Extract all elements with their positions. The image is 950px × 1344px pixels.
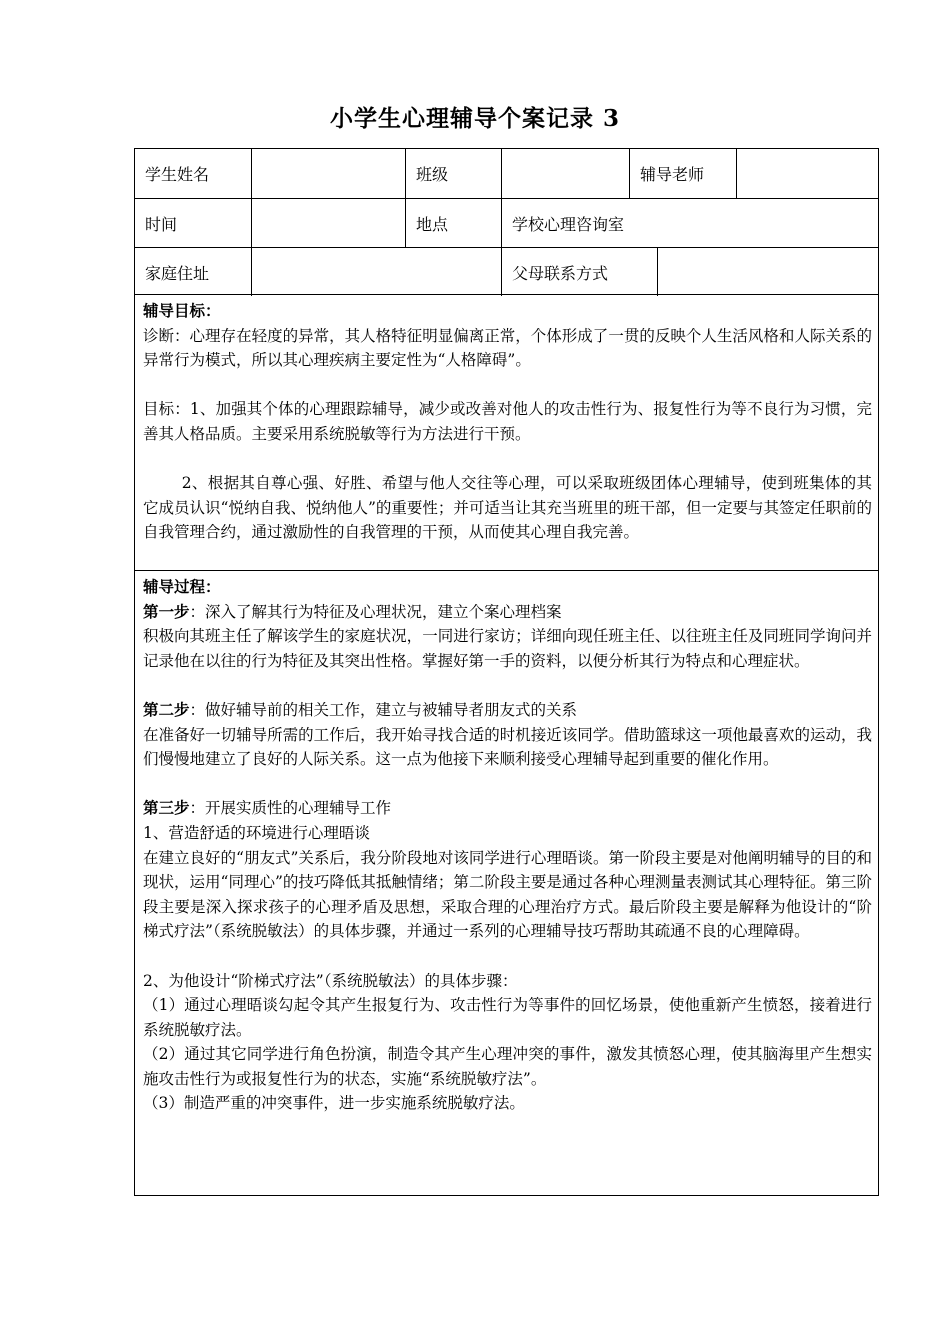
form-row-3 [135, 247, 878, 296]
address-field[interactable] [251, 248, 501, 296]
step-1-header [143, 600, 872, 625]
class-label: 班级 [405, 149, 501, 198]
step-3-header [143, 796, 872, 821]
step-2-text: 在准备好一切辅导所需的工作后，我开始寻找合适的时机接近该同学。借助篮球这一项他最喜欢的运动，我们慢慢地建立了良好的人际关系。这一点为他接下来顺利接受心理辅导起到重要的催化作用。 [143, 725, 872, 769]
parent-contact-field[interactable] [657, 248, 878, 296]
teacher-label: 辅导老师 [629, 149, 736, 198]
class-field[interactable] [501, 149, 629, 198]
step-2-title: ：做好辅导前的相关工作，建立与被辅导者朋友式的关系 [189, 700, 578, 719]
form-row-2 [135, 198, 878, 248]
info-form [134, 148, 879, 295]
step-3-item-2: （2）通过其它同学进行角色扮演，制造令其产生心理冲突的事件，激发其愤怒心理，使其脑海里产生想实施攻击性行为或报复性行为的状态，实施“系统脱敏疗法”。 [143, 1045, 872, 1088]
step-1-text: 积极向其班主任了解该学生的家庭状况，一同进行家访；详细向现任班主任、以往班主任及同班同学询问并记录他在以往的行为特征及其突出性格。掌握好第一手的资料，以便分析其行为特点和心理症状。 [143, 627, 872, 670]
process-heading: 辅导过程： [143, 577, 221, 596]
step-3-label: 第三步 [143, 798, 190, 818]
step-3-title: ：开展实质性的心理辅导工作 [189, 799, 392, 818]
location-field[interactable]: 学校心理咨询室 [501, 199, 878, 248]
student-name-label: 学生姓名 [145, 165, 210, 184]
page-title: 小学生心理辅导个案记录 3 [329, 105, 620, 132]
step-1-title: ：深入了解其行为特征及心理状况，建立个案心理档案 [189, 602, 562, 621]
parent-contact-label: 父母联系方式 [501, 248, 657, 296]
time-field[interactable] [251, 199, 405, 248]
teacher-field[interactable] [736, 149, 878, 198]
step-2-label: 第二步 [143, 699, 190, 719]
form-row-1 [135, 149, 878, 198]
step-3-subheading-2: 2、为他设计“阶梯式疗法”（系统脱敏法）的具体步骤： [143, 971, 518, 990]
address-label: 家庭住址 [145, 263, 210, 283]
student-name-field[interactable] [251, 149, 405, 198]
step-3-item-1: （1）通过心理晤谈勾起令其产生报复行为、攻击性行为等事件的回忆场景，使他重新产生愤怒，接着进行系统脱敏疗法。 [143, 996, 872, 1039]
goals-heading: 辅导目标： [143, 301, 221, 320]
location-label: 地点 [405, 199, 501, 248]
step-3-text-1: 在建立良好的“朋友式”关系后，我分阶段地对该同学进行心理晤谈。第一阶段主要是对他阐明辅导的目的和现状，运用“同理心”的技巧降低其抵触情绪；第二阶段主要是通过各种心理测量表测试其心理特征。第三阶段主要是深入探求孩子的心理矛盾及思想，采取合理的心理治疗方式。最后阶段主要是解释为他设计的“阶梯式疗法”（系统脱敏法）的具体步骤，并通过一系列的心理辅导技巧帮助其疏通不良的心理障碍。 [143, 848, 872, 941]
goal-1-text: 目标：1、加强其个体的心理跟踪辅导，减少或改善对他人的攻击性行为、报复性行为等不良行为习惯，完善其人格品质。主要采用系统脱敏等行为方法进行干预。 [143, 400, 872, 443]
goals-section [134, 295, 879, 571]
time-label: 时间 [145, 215, 178, 234]
goal-2-text: 2、根据其自尊心强、好胜、希望与他人交往等心理，可以采取班级团体心理辅导，使到班集体的其它成员认识“悦纳自我、悦纳他人”的重要性；并可适当让其充当班里的班干部，但一定要与其签定任职前的自我管理合约，通过激励性的自我管理的干预，从而使其心理自我完善。 [143, 474, 872, 542]
step-2-header [143, 698, 872, 723]
step-3-subheading-1: 1、营造舒适的环境进行心理晤谈 [143, 823, 370, 842]
step-1-label: 第一步 [143, 601, 190, 621]
step-3-item-3: （3）制造严重的冲突事件，进一步实施系统脱敏疗法。 [143, 1094, 525, 1113]
process-section [134, 571, 879, 1196]
diagnosis-text: 诊断：心理存在轻度的异常，其人格特征明显偏离正常，个体形成了一贯的反映个人生活风格和人际关系的异常行为模式，所以其心理疾病主要定性为“人格障碍”。 [143, 326, 872, 370]
